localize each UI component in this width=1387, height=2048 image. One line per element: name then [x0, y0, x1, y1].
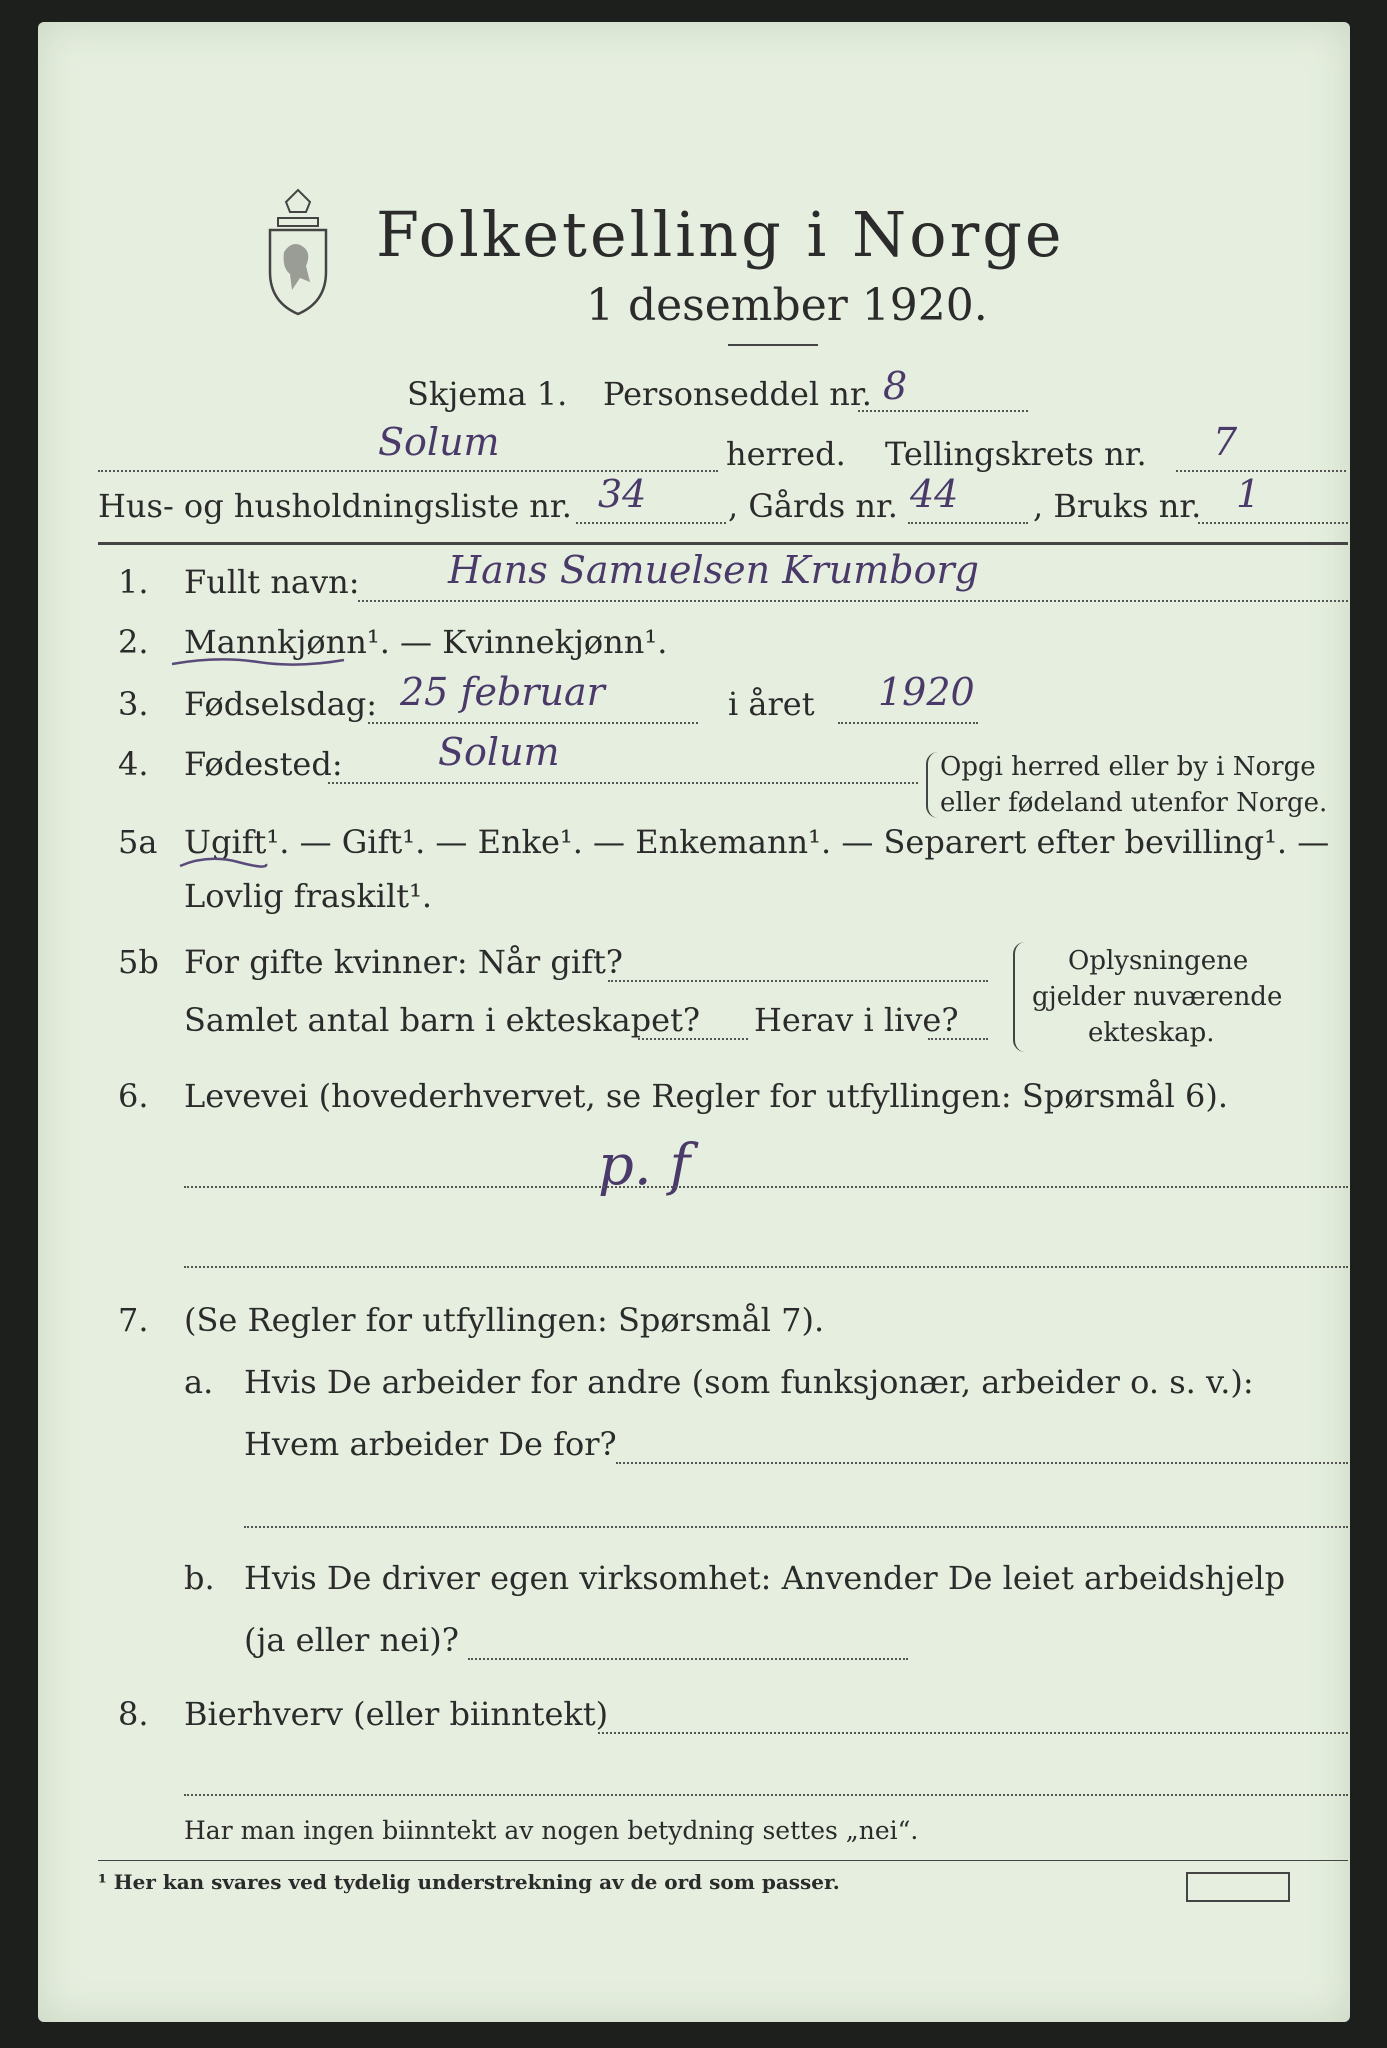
q7a-letter: a.: [184, 1363, 214, 1401]
gards-value[interactable]: 44: [910, 472, 959, 516]
q2-label: Mannkjønn¹. — Kvinnekjønn¹.: [184, 623, 668, 661]
side-income-line2: [184, 1794, 1348, 1796]
printer-stamp: [1186, 1872, 1290, 1902]
census-date: 1 desember 1920.: [586, 280, 988, 331]
q4-brace: [926, 752, 938, 818]
q1-number: 1.: [118, 563, 149, 601]
q7-label: (Se Regler for utfyllingen: Spørsmål 7).: [184, 1301, 825, 1339]
q3-label: Fødselsdag:: [184, 685, 378, 723]
q7a-line2: Hvem arbeider De for?: [244, 1425, 617, 1463]
alive-label: Herav i live?: [754, 1001, 959, 1039]
gards-line: [908, 522, 1028, 524]
q4-line: [328, 782, 918, 784]
q5a-options: Ugift¹. — Gift¹. — Enke¹. — Enkemann¹. — Separert efter bevilling¹. —: [184, 823, 1330, 861]
footer-note: Har man ingen biinntekt av nogen betydning settes „nei“.: [184, 1816, 919, 1845]
q7-number: 7.: [118, 1301, 149, 1339]
tellingskrets-label: Tellingskrets nr.: [885, 435, 1147, 473]
hired-help-line: [468, 1658, 908, 1660]
q6-number: 6.: [118, 1077, 149, 1115]
personseddel-line: [858, 410, 1028, 412]
year-label: i året: [728, 685, 815, 723]
personseddel-value[interactable]: 8: [883, 364, 908, 408]
children-line: [638, 1038, 748, 1040]
bruks-line: [1198, 522, 1348, 524]
q6-label: Levevei (hovederhvervet, se Regler for utfyllingen: Spørsmål 6).: [184, 1077, 1229, 1115]
tellingskrets-value[interactable]: 7: [1213, 420, 1238, 464]
gards-label: , Gårds nr.: [728, 487, 898, 525]
birthplace-value[interactable]: Solum: [438, 730, 560, 774]
herred-value[interactable]: Solum: [378, 420, 500, 464]
q5a-number: 5a: [118, 823, 158, 861]
q5b-number: 5b: [118, 943, 159, 981]
q7b-line2: (ja eller nei)?: [244, 1621, 459, 1659]
q7b-letter: b.: [184, 1559, 215, 1597]
husliste-line: [576, 522, 726, 524]
q5b-note-line3: ekteskap.: [1088, 1018, 1215, 1048]
footer-separator: [98, 1860, 1348, 1861]
q5a-options-line2: Lovlig fraskilt¹.: [184, 877, 433, 915]
title-divider: [728, 344, 818, 346]
q4-label: Fødested:: [184, 745, 343, 783]
q1-label: Fullt navn:: [184, 563, 360, 601]
q1-full-name-value[interactable]: Hans Samuelsen Krumborg: [448, 548, 979, 592]
bruks-label: , Bruks nr.: [1033, 487, 1202, 525]
husliste-label: Hus- og husholdningsliste nr.: [98, 487, 572, 525]
husliste-value[interactable]: 34: [598, 472, 647, 516]
married-when-line: [608, 980, 988, 982]
q4-note-line2: eller fødeland utenfor Norge.: [940, 788, 1328, 818]
q7a-line1: Hvis De arbeider for andre (som funksjonær, arbeider o. s. v.):: [244, 1363, 1254, 1401]
q7b-line1: Hvis De driver egen virksomhet: Anvender De leiet arbeidshjelp: [244, 1559, 1286, 1597]
q6-line1: [184, 1186, 1348, 1188]
q8-number: 8.: [118, 1695, 149, 1733]
year-line: [838, 722, 978, 724]
tellingskrets-line: [1176, 470, 1346, 472]
q1-line: [358, 600, 1348, 602]
q5b-brace: [1013, 942, 1025, 1052]
ugift-underline-mark: [178, 854, 268, 874]
footnote: ¹ Her kan svares ved tydelig understrekning av de ord som passer.: [98, 1870, 840, 1894]
q5b-note-line2: gjelder nuværende: [1032, 982, 1283, 1012]
q5b-note-line1: Oplysningene: [1068, 946, 1249, 976]
header-separator: [98, 542, 1348, 545]
bruks-value[interactable]: 1: [1236, 472, 1261, 516]
q2-number: 2.: [118, 623, 149, 661]
birth-year-value[interactable]: 1920: [878, 670, 975, 714]
q4-number: 4.: [118, 745, 149, 783]
q5b-married-label: For gifte kvinner: Når gift?: [184, 943, 623, 981]
q3-number: 3.: [118, 685, 149, 723]
census-form: [38, 22, 1350, 2022]
occupation-value[interactable]: p. f: [598, 1133, 691, 1198]
alive-line: [928, 1038, 988, 1040]
employer-line2: [244, 1526, 1348, 1528]
q4-note-line1: Opgi herred eller by i Norge: [940, 752, 1316, 782]
schema-label: Skjema 1.: [407, 375, 568, 413]
side-income-line: [598, 1732, 1348, 1734]
q6-line2: [184, 1266, 1348, 1268]
form-title: Folketelling i Norge: [376, 198, 1065, 271]
birth-date-value[interactable]: 25 februar: [400, 670, 605, 714]
mannkjonn-underline-mark: [168, 654, 348, 674]
personseddel-label: Personseddel nr.: [603, 375, 872, 413]
children-label: Samlet antal barn i ekteskapet?: [184, 1001, 701, 1039]
herred-label: herred.: [726, 435, 846, 473]
norwegian-coat-of-arms-icon: [248, 182, 348, 322]
q3-line: [368, 722, 698, 724]
q8-label: Bierhverv (eller biinntekt): [184, 1695, 609, 1733]
employer-line: [616, 1462, 1348, 1464]
